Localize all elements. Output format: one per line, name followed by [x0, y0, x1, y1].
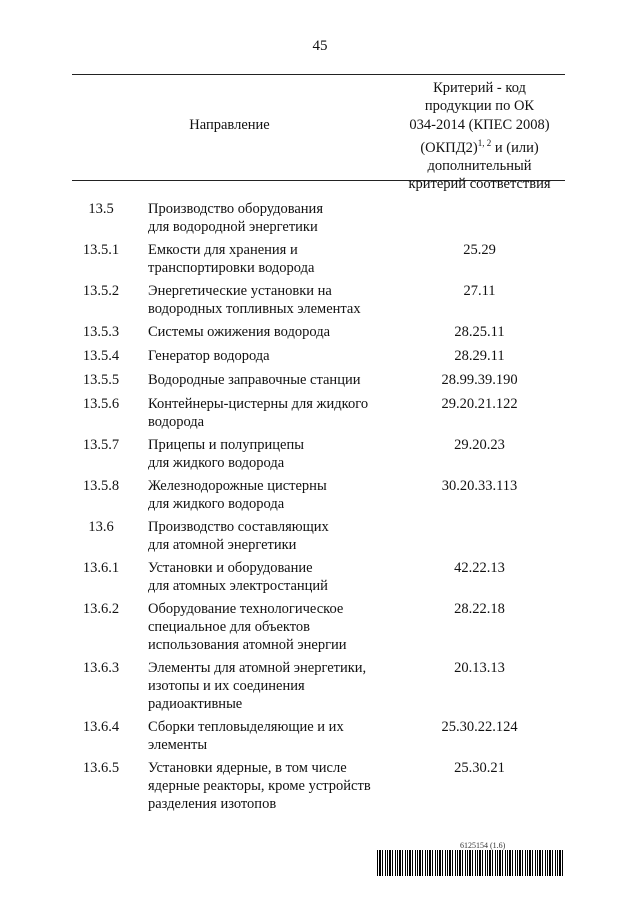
row-name: Элементы для атомной энергетики, изотопы и их соединения радиоактивные [148, 660, 367, 712]
row-number: 13.6 [88, 519, 114, 535]
row-number: 13.5.7 [82, 437, 120, 453]
row-number: 13.5.2 [82, 283, 120, 299]
row-code: 25.30.22.124 [441, 719, 518, 735]
row-code: 30.20.33.113 [441, 478, 518, 494]
row-name: Прицепы и полуприцепы для жидкого водорода [148, 437, 304, 471]
row-name: Установки ядерные, в том числе ядерные реакторы, кроме устройств разделения изотопов [148, 760, 371, 812]
row-code: 25.29 [463, 242, 496, 258]
row-name: Производство составляющих для атомной энергетики [148, 519, 329, 553]
footnote-marker: 1, 2 [477, 137, 492, 148]
row-name: Емкости для хранения и транспортировки водорода [148, 242, 315, 276]
row-number: 13.6.3 [82, 660, 120, 676]
row-number: 13.6.1 [82, 560, 120, 576]
document-code: 6125154 (1.6) [460, 841, 506, 850]
row-name: Производство оборудования для водородной энергетики [148, 201, 323, 235]
row-code: 27.11 [463, 283, 496, 299]
row-number: 13.5 [88, 201, 114, 217]
row-number: 13.5.5 [82, 372, 120, 388]
row-number: 13.5.1 [82, 242, 120, 258]
row-number: 13.5.8 [82, 478, 120, 494]
page-number: 45 [312, 38, 328, 54]
row-number: 13.5.6 [82, 396, 120, 412]
row-code: 20.13.13 [454, 660, 505, 676]
row-number: 13.6.5 [82, 760, 120, 776]
and-or-label: и (или) [491, 139, 539, 156]
header-criterion-line: критерий соответствия [408, 176, 551, 193]
row-name: Железнодорожные цистерны для жидкого водорода [148, 478, 327, 512]
row-code: 28.99.39.190 [441, 372, 518, 388]
header-criterion-line: дополнительный [427, 158, 532, 175]
header-criterion-line: 034-2014 (КПЕС 2008) [409, 116, 550, 133]
row-number: 13.6.2 [82, 601, 120, 617]
header-criterion-line: продукции по ОК [424, 98, 535, 115]
row-code: 28.22.18 [454, 601, 505, 617]
barcode [377, 850, 563, 876]
row-number: 13.6.4 [82, 719, 120, 735]
row-code: 42.22.13 [454, 560, 505, 576]
row-name: Системы ожижения водорода [148, 324, 331, 340]
header-criterion [394, 79, 565, 194]
row-code: 29.20.23 [454, 437, 505, 453]
row-code: 28.29.11 [454, 348, 505, 364]
header-direction: Направление [189, 117, 270, 133]
row-code: 25.30.21 [454, 760, 505, 776]
row-name: Оборудование технологическое специальное для объектов использования атомной энергии [148, 601, 347, 653]
row-code: 29.20.21.122 [441, 396, 518, 412]
row-name: Энергетические установки на водородных топливных элементах [148, 283, 361, 317]
okpd2-label: (ОКПД2) [420, 139, 478, 156]
header-criterion-line [394, 134, 565, 157]
row-number: 13.5.3 [82, 324, 120, 340]
row-code: 28.25.11 [454, 324, 505, 340]
row-name: Генератор водорода [148, 348, 270, 364]
header-criterion-line: Критерий - код [433, 80, 526, 96]
row-name: Установки и оборудование для атомных электростанций [148, 560, 328, 594]
row-number: 13.5.4 [82, 348, 120, 364]
table-header [72, 74, 565, 193]
row-name: Контейнеры-цистерны для жидкого водорода [148, 396, 369, 430]
row-name: Сборки тепловыделяющие и их элементы [148, 719, 344, 753]
row-name: Водородные заправочные станции [148, 372, 361, 388]
